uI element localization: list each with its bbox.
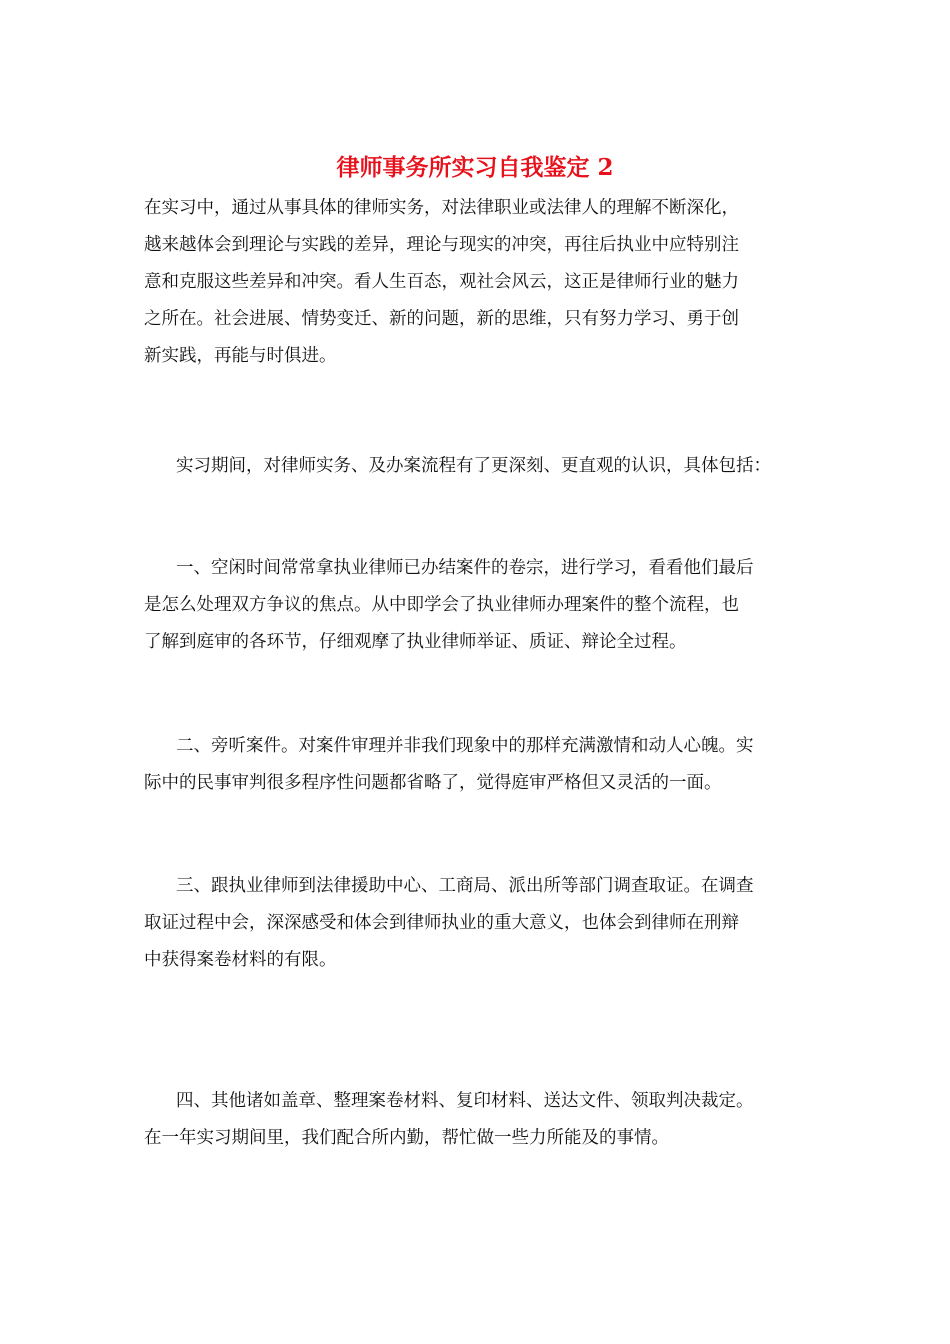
paragraph-line: 取证过程中会，深深感受和体会到律师执业的重大意义，也体会到律师在刑辩 bbox=[144, 913, 739, 933]
paragraph-item-2 bbox=[144, 728, 819, 802]
paragraph-line: 之所在。社会进展、情势变迁、新的问题，新的思维，只有努力学习、勇于创 bbox=[144, 309, 739, 329]
paragraph-item-4 bbox=[144, 1083, 819, 1157]
paragraph-line: 二、旁听案件。对案件审理并非我们现象中的那样充满激情和动人心魄。实 bbox=[176, 736, 754, 756]
paragraph-line: 三、跟执业律师到法律援助中心、工商局、派出所等部门调查取证。在调查 bbox=[176, 876, 754, 896]
paragraph-item-1 bbox=[144, 550, 819, 661]
paragraph-line: 在一年实习期间里，我们配合所内勤，帮忙做一些力所能及的事情。 bbox=[144, 1128, 669, 1148]
paragraph-line: 越来越体会到理论与实践的差异，理论与现实的冲突，再往后执业中应特别注 bbox=[144, 235, 739, 255]
paragraph-line: 意和克服这些差异和冲突。看人生百态，观社会风云，这正是律师行业的魅力 bbox=[144, 272, 739, 292]
paragraph-line: 在实习中，通过从事具体的律师实务，对法律职业或法律人的理解不断深化， bbox=[144, 198, 739, 218]
paragraph-line: 一、空闲时间常常拿执业律师已办结案件的卷宗，进行学习，看看他们最后 bbox=[176, 558, 754, 578]
paragraph-line: 新实践，再能与时俱进。 bbox=[144, 346, 337, 366]
paragraph-summary bbox=[144, 448, 819, 485]
paragraph-item-3 bbox=[144, 868, 819, 979]
paragraph-line: 四、其他诸如盖章、整理案卷材料、复印材料、送达文件、领取判决裁定。 bbox=[176, 1091, 754, 1111]
paragraph-intro bbox=[144, 190, 819, 375]
paragraph-line: 实习期间，对律师实务、及办案流程有了更深刻、更直观的认识，具体包括： bbox=[176, 456, 771, 476]
paragraph-line: 中获得案卷材料的有限。 bbox=[144, 950, 337, 970]
paragraph-line: 是怎么处理双方争议的焦点。从中即学会了执业律师办理案件的整个流程，也 bbox=[144, 595, 739, 615]
document-title: 律师事务所实习自我鉴定 2 bbox=[336, 154, 614, 181]
paragraph-line: 了解到庭审的各环节，仔细观摩了执业律师举证、质证、辩论全过程。 bbox=[144, 632, 687, 652]
paragraph-line: 际中的民事审判很多程序性问题都省略了，觉得庭审严格但又灵活的一面。 bbox=[144, 773, 722, 793]
